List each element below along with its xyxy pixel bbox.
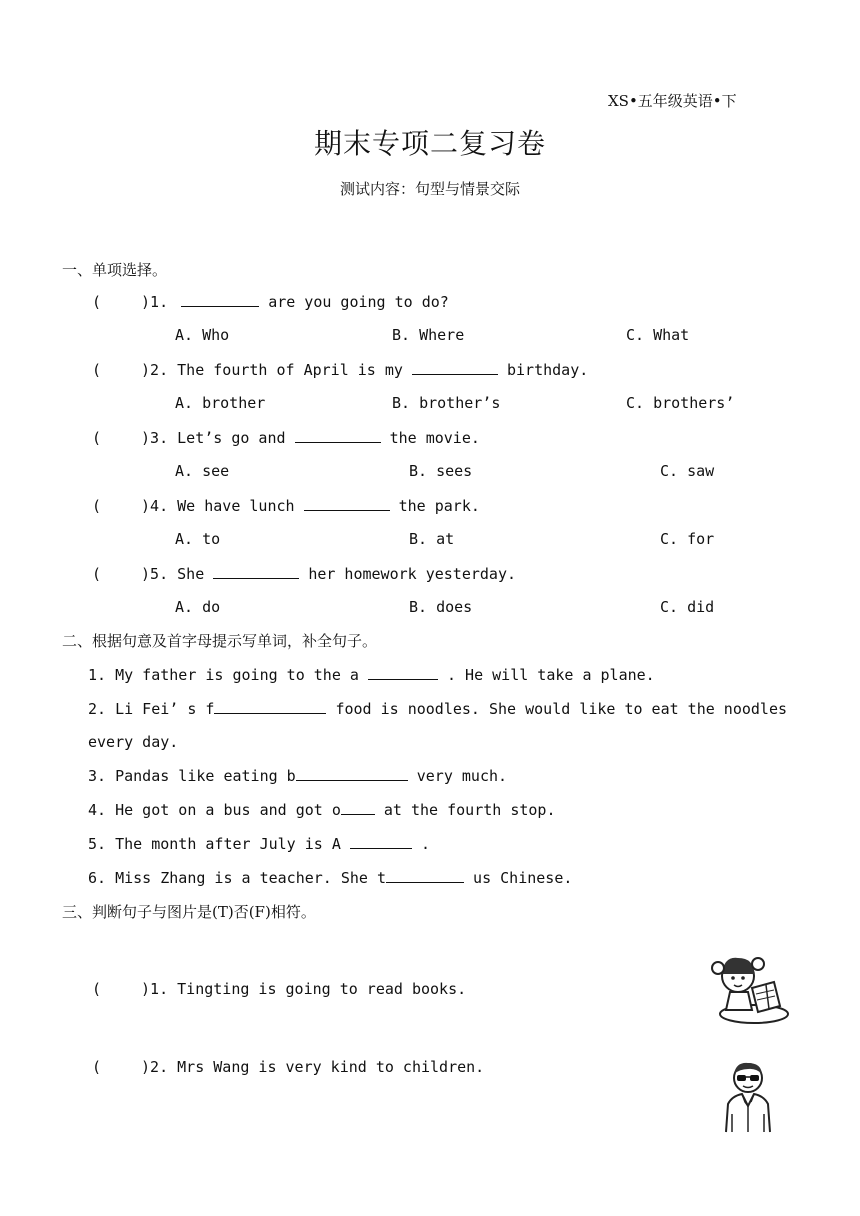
question-3: ( )3. Let’s go and the movie. <box>92 429 480 447</box>
option-c: C. saw <box>660 462 715 480</box>
option-a: A. brother <box>175 394 266 412</box>
fill-item-5: 5. The month after July is A . <box>88 835 430 853</box>
judge-item-2: ( )2. Mrs Wang is very kind to children. <box>92 1058 485 1076</box>
girl-reading-icon <box>708 948 792 1028</box>
man-with-sunglasses-icon <box>712 1056 784 1134</box>
question-2: ( )2. The fourth of April is my birthday. <box>92 361 589 379</box>
answer-blank[interactable] <box>295 428 381 443</box>
answer-blank[interactable] <box>341 800 375 815</box>
fill-item-2-continued: every day. <box>88 733 179 751</box>
answer-blank[interactable] <box>412 360 498 375</box>
page-title: 期末专项二复习卷 <box>313 127 546 160</box>
fill-item-3: 3. Pandas like eating b very much. <box>88 767 508 785</box>
fill-item-6: 6. Miss Zhang is a teacher. She t us Chinese. <box>88 869 573 887</box>
option-b: B. Where <box>392 326 465 344</box>
option-c: C. for <box>660 530 715 548</box>
option-c: C. What <box>626 326 690 344</box>
option-a: A. see <box>175 462 230 480</box>
option-a: A. to <box>175 530 221 548</box>
section1-heading: 一、单项选择。 <box>62 261 168 279</box>
answer-blank[interactable] <box>213 564 299 579</box>
option-b: B. sees <box>409 462 473 480</box>
option-c: C. did <box>660 598 715 616</box>
fill-item-4: 4. He got on a bus and got o at the fourth stop. <box>88 801 556 819</box>
answer-blank[interactable] <box>368 665 438 680</box>
section2-heading: 二、根据句意及首字母提示写单词，补全句子。 <box>62 632 378 650</box>
answer-blank[interactable] <box>350 834 412 849</box>
series-label: XS•五年级英语•下 <box>608 92 737 110</box>
answer-blank[interactable] <box>386 868 464 883</box>
question-1: ( )1. are you going to do? <box>92 293 449 311</box>
fill-item-2: 2. Li Fei’ s f food is noodles. She would like to eat the noodles <box>88 700 788 718</box>
fill-item-1: 1. My father is going to the a . He will take a plane. <box>88 666 655 684</box>
section3-heading: 三、判断句子与图片是(T)否(F)相符。 <box>62 903 316 921</box>
question-4: ( )4. We have lunch the park. <box>92 497 480 515</box>
question-5: ( )5. She her homework yesterday. <box>92 565 517 583</box>
option-b: B. brother’s <box>392 394 501 412</box>
option-b: B. at <box>409 530 455 548</box>
option-a: A. Who <box>175 326 230 344</box>
answer-blank[interactable] <box>304 496 390 511</box>
judge-item-1: ( )1. Tingting is going to read books. <box>92 980 467 998</box>
option-b: B. does <box>409 598 473 616</box>
answer-blank[interactable] <box>214 699 326 714</box>
option-a: A. do <box>175 598 221 616</box>
answer-blank[interactable] <box>181 292 259 307</box>
option-c: C. brothers’ <box>626 394 735 412</box>
answer-blank[interactable] <box>296 766 408 781</box>
page-subtitle: 测试内容：句型与情景交际 <box>339 180 520 198</box>
